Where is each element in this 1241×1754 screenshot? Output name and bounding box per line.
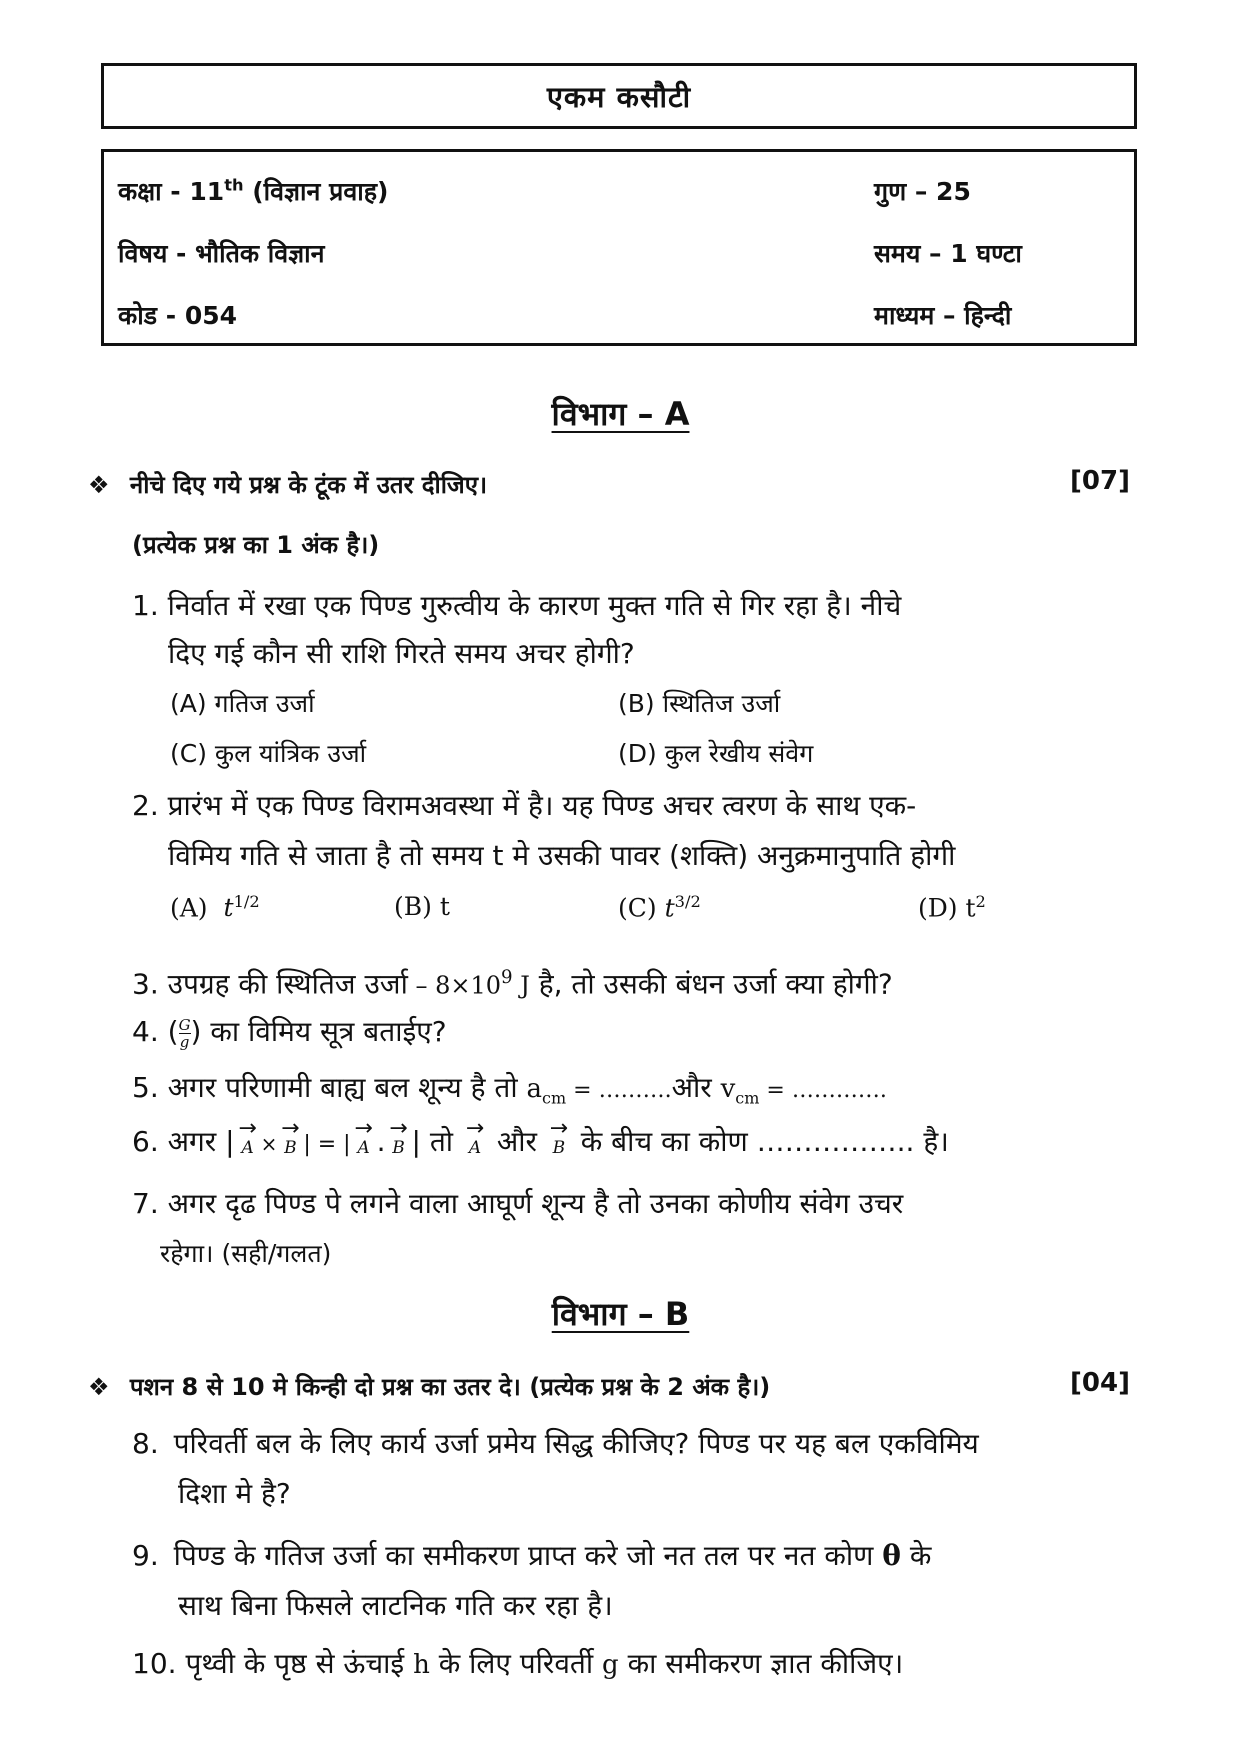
- vector-a: → A: [238, 1116, 257, 1158]
- section-b-instruction: ❖ पशन 8 से 10 मे किन्ही दो प्रश्न का उतर दे। (प्रत्येक प्रश्न के 2 अंक है।): [88, 1373, 771, 1401]
- vector-b: → B: [281, 1116, 300, 1158]
- question-7: 7. अगर दृढ पिण्ड पे लगने वाला आघूर्ण शून्य है तो उनका कोणीय संवेग उचर: [132, 1187, 904, 1220]
- q2-option-d: (D) $t^2$: [918, 892, 986, 923]
- exam-title-box: [101, 63, 1137, 129]
- question-number: 6.: [132, 1125, 159, 1158]
- q2-option-b: (B) t: [394, 892, 450, 921]
- time-info: समय – 1 घण्टा: [874, 239, 1022, 268]
- exam-title: एकम कसौटी: [546, 79, 692, 114]
- section-a-instruction: ❖ नीचे दिए गये प्रश्न के टूंक में उतर दीजिए।: [88, 471, 488, 499]
- question-number: 9.: [132, 1539, 159, 1572]
- bullet-icon: ❖: [88, 471, 110, 499]
- section-a-marks: [07]: [1070, 466, 1130, 496]
- q1-option-c: (C) कुल यांत्रिक उर्जा: [170, 739, 367, 768]
- vector-b: → B: [549, 1116, 569, 1158]
- question-2-line2: विमिय गति से जाता है तो समय t मे उसकी पावर (शक्ति) अनुक्रमानुपाति होगी: [168, 839, 956, 872]
- question-number: 2.: [132, 789, 159, 822]
- question-8-line2: दिशा मे है?: [178, 1477, 291, 1510]
- medium-info: माध्यम – हिन्दी: [874, 301, 1012, 330]
- question-8: 8. परिवर्ती बल के लिए कार्य उर्जा प्रमेय सिद्ध कीजिए? पिण्ड पर यह बल एकविमिय: [132, 1427, 979, 1460]
- section-b-heading: विभाग – B: [551, 1295, 690, 1333]
- question-number: 3.: [132, 967, 159, 1001]
- g-over-g-fraction: $\frac{G}{g}$: [178, 1015, 191, 1051]
- code-info: कोड - 054: [118, 301, 238, 330]
- question-10: 10. पृथ्वी के पृष्ठ से ऊंचाई h के लिए परिवर्ती g का समीकरण ज्ञात कीजिए।: [132, 1647, 904, 1680]
- question-6: 6. अगर | → A × → B | = | → A . → B | तो → A और → B के बीच का कोण …………….. है।: [132, 1116, 949, 1158]
- subject-info: विषय - भौतिक विज्ञान: [118, 239, 325, 268]
- vector-b: → B: [389, 1116, 408, 1158]
- section-b-marks: [04]: [1070, 1368, 1130, 1398]
- question-3: 3. उपग्रह की स्थितिज उर्जा – $8\times 10^9$ J है, तो उसकी बंधन उर्जा क्या होगी?: [132, 967, 893, 1001]
- exam-info-box: [101, 149, 1137, 346]
- q2-option-c: (C) $t^{3/2}$: [618, 892, 701, 923]
- question-number: 10.: [132, 1647, 177, 1680]
- question-1-line2: दिए गई कौन सी राशि गिरते समय अचर होगी?: [168, 637, 635, 670]
- question-9-line2: साथ बिना फिसले लाटनिक गति कर रहा है।: [178, 1589, 613, 1622]
- section-a-heading: विभाग – A: [551, 395, 690, 433]
- question-number: 4.: [132, 1015, 159, 1048]
- q2-option-a: (A) $t^{1/2}$: [170, 892, 260, 923]
- q1-option-b: (B) स्थितिज उर्जा: [618, 689, 781, 718]
- question-2: 2. प्रारंभ में एक पिण्ड विरामअवस्था में है। यह पिण्ड अचर त्वरण के साथ एक-: [132, 789, 917, 822]
- question-5: 5. अगर परिणामी बाह्य बल शून्य है तो $a_{cm}$ = ……….और $v_{cm}$ = ………….: [132, 1071, 887, 1108]
- class-info: कक्षा - 11th (विज्ञान प्रवाह): [118, 175, 389, 206]
- section-a-sub-instruction: (प्रत्येक प्रश्न का 1 अंक है।): [132, 531, 380, 559]
- question-9: 9. पिण्ड के गतिज उर्जा का समीकरण प्राप्त करे जो नत तल पर नत कोण θ के: [132, 1539, 932, 1572]
- vector-a: → A: [354, 1116, 373, 1158]
- question-number: 8.: [132, 1427, 159, 1460]
- q1-option-d: (D) कुल रेखीय संवेग: [618, 739, 814, 768]
- bullet-icon: ❖: [88, 1373, 110, 1401]
- question-number: 7.: [132, 1187, 159, 1220]
- vector-a: → A: [465, 1116, 485, 1158]
- question-7-line2: रहेगा। (सही/गलत): [160, 1239, 332, 1268]
- question-1: 1. निर्वात में रखा एक पिण्ड गुरुत्वीय के कारण मुक्त गति से गिर रहा है। नीचे: [132, 589, 902, 622]
- question-4: 4. ( $\frac{G}{g}$ ) का विमिय सूत्र बताईए?: [132, 1015, 447, 1051]
- q1-option-a: (A) गतिज उर्जा: [170, 689, 315, 718]
- marks-info: गुण – 25: [874, 177, 971, 206]
- question-number: 5.: [132, 1071, 159, 1104]
- question-number: 1.: [132, 589, 159, 622]
